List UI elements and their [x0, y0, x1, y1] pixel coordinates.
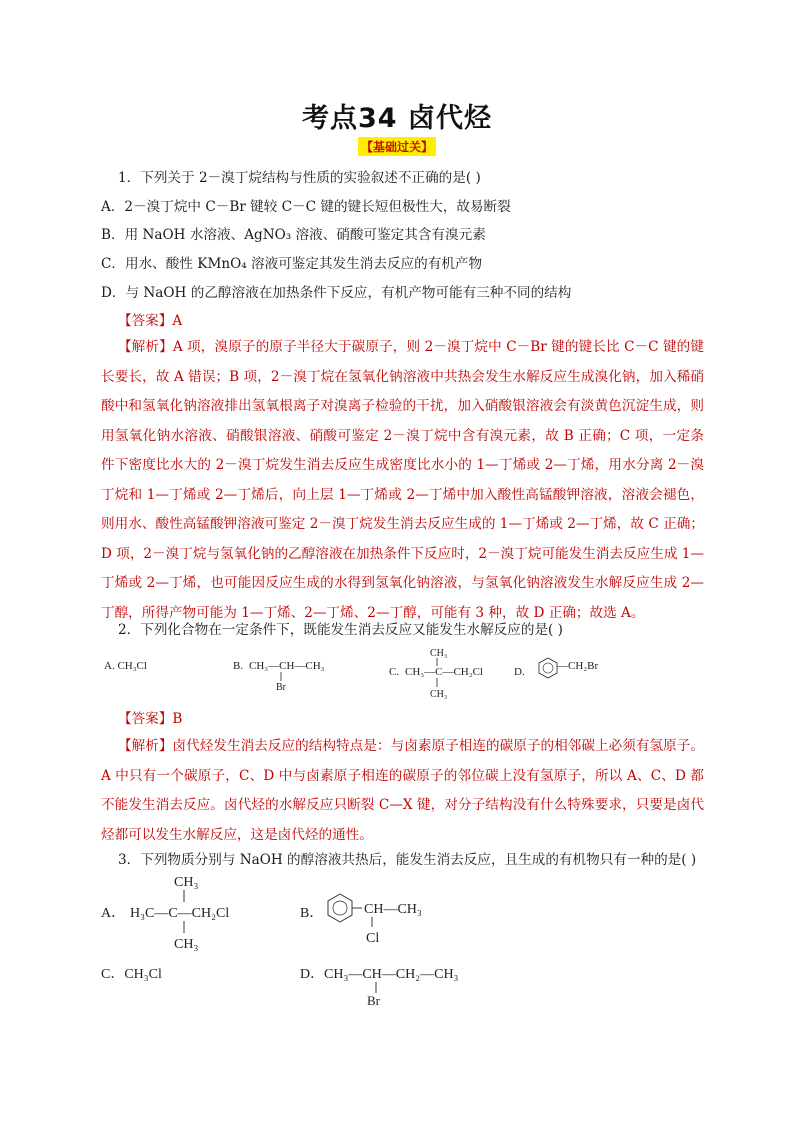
- q2-structure-c-label: C.: [389, 666, 400, 678]
- q1-option-c: C．用水、酸性 KMnO₄ 溶液可鉴定其发生消去反应的有机产物: [101, 256, 483, 272]
- q1-option-b: B．用 NaOH 水溶液、AgNO₃ 溶液、硝酸可鉴定其含有溴元素: [101, 227, 486, 243]
- q2-structure-b-label: B.: [233, 660, 244, 672]
- q3-option-a-bottom: CH₃: [174, 937, 199, 952]
- q2-structure-a: A. CH₃Cl: [104, 660, 147, 672]
- q2-structure-c-top: CH₃: [430, 648, 448, 659]
- benzene-ring-icon: [328, 894, 352, 922]
- q2-structure-d-group: —CH₂Br: [557, 660, 599, 672]
- q3-option-d-sub: Br: [367, 993, 380, 1008]
- q3-option-c: C．CH₃Cl: [101, 967, 162, 982]
- page-title: 考点34 卤代烃: [302, 103, 492, 134]
- q3-option-d-main: CH₃—CH—CH₂—CH₃: [324, 967, 459, 982]
- q1-stem: 1．下列关于 2－溴丁烷结构与性质的实验叙述不正确的是( ): [118, 170, 481, 186]
- q2-answer: 【答案】B: [118, 711, 183, 727]
- q2-stem: 2．下列化合物在一定条件下，既能发生消去反应又能发生水解反应的是( ): [118, 622, 563, 638]
- q1-option-d: D．与 NaOH 的乙醇溶液在加热条件下反应，有机产物可能有三种不同的结构: [101, 285, 572, 301]
- benzene-ring-icon: [539, 658, 557, 678]
- q3-option-a-label: A．: [101, 906, 126, 921]
- q3-option-b-group: CH—CH₃: [364, 902, 422, 917]
- q3-option-a-main: H₃C—C—CH₂Cl: [130, 906, 230, 921]
- q3-option-b-label: B．: [300, 906, 324, 921]
- q1-analysis: 【解析】A 项，溴原子的原子半径大于碳原子，则 2－溴丁烷中 C－Br 键的键长比 C－C 键的键长要长，故 A 错误；B 项，2－溴丁烷在氢氧化钠溶液中共热会发生水解反应生成溴化钠，加入稀硝酸中和氢氧化钠溶液排出氢氧根离子对溴离子检验的干扰，加入硝酸银溶液会有淡黄色沉淀生成，则用氢氧化钠水溶液、硝酸银溶液、硝酸可鉴定 2－溴丁烷中含有溴元素，故 B 正确；C 项，一定条件下密度比水大的 2－溴丁烷发生消去反应生成密度比水小的 1—丁烯或 2—丁烯，用水分离 2－溴丁烷和 1—丁烯或 2—丁烯后，向上层 1—丁烯或 2—丁烯中加入酸性高锰酸钾溶液，溶液会褪色，则用水、酸性高锰酸钾溶液可鉴定 2－溴丁烷发生消去反应生成的 1—丁烯或 2—丁烯，故 C 正确；D 项，2－溴丁烷与氢氧化钠的乙醇溶液在加热条件下反应时，2－溴丁烷可能发生消去反应生成 1—丁烯或 2—丁烯，也可能因反应生成的水得到氢氧化钠溶液，与氢氧化钠溶液发生水解反应生成 2—丁醇，所得产物可能为 1—丁烯、2—丁烯、2—丁醇，可能有 3 种，故 D 正确；故选 A。: [101, 339, 704, 621]
- q2-analysis: 【解析】卤代烃发生消去反应的结构特点是：与卤素原子相连的碳原子的相邻碳上必须有氢原子。A 中只有一个碳原子，C、D 中与卤素原子相连的碳原子的邻位碳上没有氢原子，所以 A、C、D 都不能发生消去反应。卤代烃的水解反应只断裂 C—X 键，对分子结构没有什么特殊要求，只要是卤代烃都可以发生水解反应，这是卤代烃的通性。: [101, 738, 704, 843]
- q2-structure-d-label: D.: [514, 666, 525, 678]
- q3-option-b-sub: Cl: [366, 931, 380, 946]
- q3-stem: 3．下列物质分别与 NaOH 的醇溶液共热后，能发生消去反应，且生成的有机物只有一种的是( ): [118, 852, 697, 868]
- q1-option-a: A．2－溴丁烷中 C－Br 键较 C－C 键的键长短但极性大，故易断裂: [101, 199, 511, 215]
- q2-structure-c-main: CH₃—C—CH₂Cl: [405, 666, 483, 678]
- q3-option-a-top: CH₃: [174, 875, 199, 890]
- section-badge: 【基础过关】: [358, 137, 436, 156]
- q3-option-d-label: D．: [300, 967, 325, 982]
- q2-structure-c-bottom: CH₃: [430, 689, 448, 700]
- q2-structure-b-sub: Br: [276, 682, 286, 693]
- q2-structures: [100, 645, 700, 701]
- q2-structure-b-main: CH₃—CH—CH₃: [249, 660, 325, 672]
- q3-structures: [100, 868, 700, 1008]
- q1-answer: 【答案】A: [118, 313, 183, 329]
